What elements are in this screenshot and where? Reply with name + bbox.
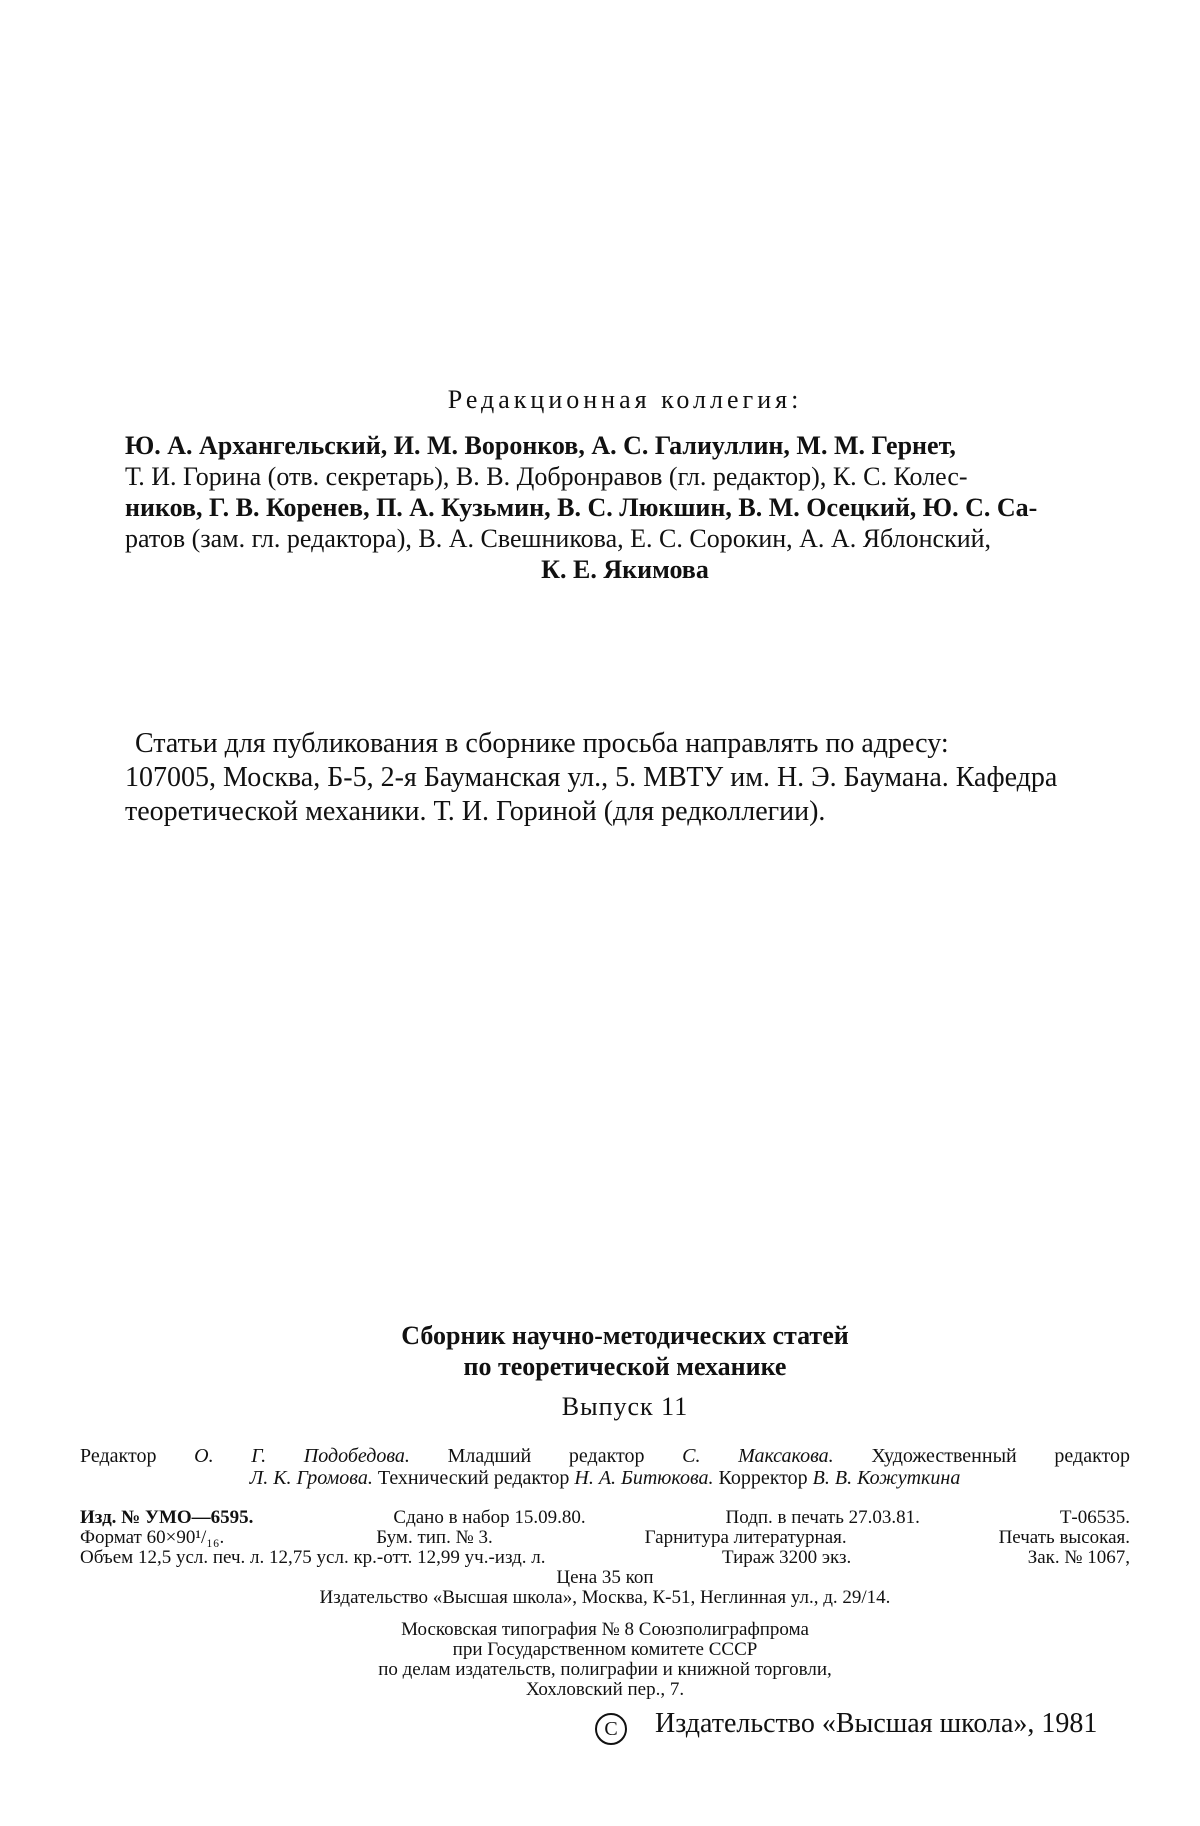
submission-notice bbox=[125, 727, 1125, 829]
price: Цена 35 коп bbox=[556, 1567, 654, 1588]
editorial-board-heading: Редакционная коллегия: bbox=[447, 385, 803, 414]
printing-line: Хохловский пер., 7. bbox=[525, 1679, 685, 1700]
board-line: Ю. А. Архангельский, И. М. Воронков, А. С. Галиуллин, М. М. Гернет, bbox=[125, 431, 956, 460]
printing-line: по делам издательств, полиграфии и книжной торговли, bbox=[378, 1659, 832, 1680]
submission-line: 107005, Москва, Б-5, 2-я Бауманская ул., 5. МВТУ им. Н. Э. Баумана. Кафедра bbox=[125, 762, 1058, 793]
imprint-cell: Т-06535. bbox=[1059, 1507, 1130, 1528]
printing-line: Московская типография № 8 Союзполиграфпрома bbox=[401, 1619, 809, 1640]
board-line: ников, Г. В. Коренев, П. А. Кузьмин, В. С. Люкшин, В. М. Осецкий, Ю. С. Са- bbox=[125, 493, 1038, 522]
board-line: Т. И. Горина (отв. секретарь), В. В. Добронравов (гл. редактор), К. С. Колес- bbox=[125, 462, 968, 491]
editor-role: Младший редактор bbox=[409, 1445, 683, 1467]
imprint-cell: Тираж 3200 экз. bbox=[721, 1547, 852, 1568]
imprint-cell: Печать высокая. bbox=[998, 1527, 1130, 1548]
imprint-cell: Подп. в печать 27.03.81. bbox=[725, 1507, 920, 1528]
editor-role: Технический редактор bbox=[372, 1467, 575, 1489]
copyright-notice bbox=[595, 1708, 1200, 1745]
imprint-cell: Сдано в набор 15.09.80. bbox=[393, 1507, 586, 1528]
imprint-row bbox=[80, 1528, 1130, 1548]
editor-role: Корректор bbox=[713, 1467, 813, 1489]
board-line: ратов (зам. гл. редактора), В. А. Свешникова, Е. С. Сорокин, А. А. Яблонский, bbox=[125, 524, 992, 553]
editors-credits bbox=[80, 1445, 1130, 1489]
printing-line: при Государственном комитете СССР bbox=[452, 1639, 758, 1660]
imprint-cell: Гарнитура литературная. bbox=[644, 1527, 847, 1548]
imprint-cell: Формат 60×90¹/₁₆. bbox=[80, 1527, 225, 1548]
imprint-cell: Изд. № УМО—6595. bbox=[80, 1507, 254, 1528]
editor-name: С. Максакова. bbox=[682, 1445, 834, 1467]
editor-name: Н. А. Битюкова. bbox=[574, 1467, 714, 1489]
publisher-address: Издательство «Высшая школа», Москва, К-51, Неглинная ул., д. 29/14. bbox=[319, 1587, 891, 1608]
editorial-board-members bbox=[125, 430, 1125, 585]
title-line: Сборник научно-методических статей bbox=[401, 1321, 849, 1350]
board-line: К. Е. Якимова bbox=[541, 555, 709, 584]
editor-role: Художественный редактор bbox=[833, 1445, 1130, 1467]
editor-role: Редактор bbox=[80, 1445, 195, 1467]
editor-name: В. В. Кожуткина bbox=[812, 1467, 961, 1489]
editors-line bbox=[80, 1467, 1130, 1489]
submission-line: Статьи для публикования в сборнике просьба направлять по адресу: bbox=[135, 728, 949, 759]
imprint-row bbox=[80, 1508, 1130, 1528]
imprint-cell: Зак. № 1067, bbox=[1027, 1547, 1130, 1568]
imprint-row bbox=[80, 1548, 1130, 1568]
imprint-cell: Бум. тип. № 3. bbox=[376, 1527, 493, 1548]
title-line: по теоретической механике bbox=[463, 1352, 787, 1381]
copyright-icon: C bbox=[595, 1713, 627, 1745]
book-title bbox=[125, 1320, 1125, 1382]
copyright-text: Издательство «Высшая школа», 1981 bbox=[655, 1708, 1098, 1739]
editors-line bbox=[80, 1445, 1130, 1467]
issue-number: Выпуск 11 bbox=[561, 1392, 689, 1421]
editor-name: О. Г. Подобедова. bbox=[194, 1445, 410, 1467]
printing-house bbox=[80, 1620, 1130, 1700]
imprint-block bbox=[80, 1508, 1130, 1608]
imprint-cell: Объем 12,5 усл. печ. л. 12,75 усл. кр.-отт. 12,99 уч.-изд. л. bbox=[80, 1547, 546, 1568]
submission-line: теоретической механики. Т. И. Гориной (для редколлегии). bbox=[125, 796, 826, 827]
editor-name: Л. К. Громова. bbox=[249, 1467, 373, 1489]
